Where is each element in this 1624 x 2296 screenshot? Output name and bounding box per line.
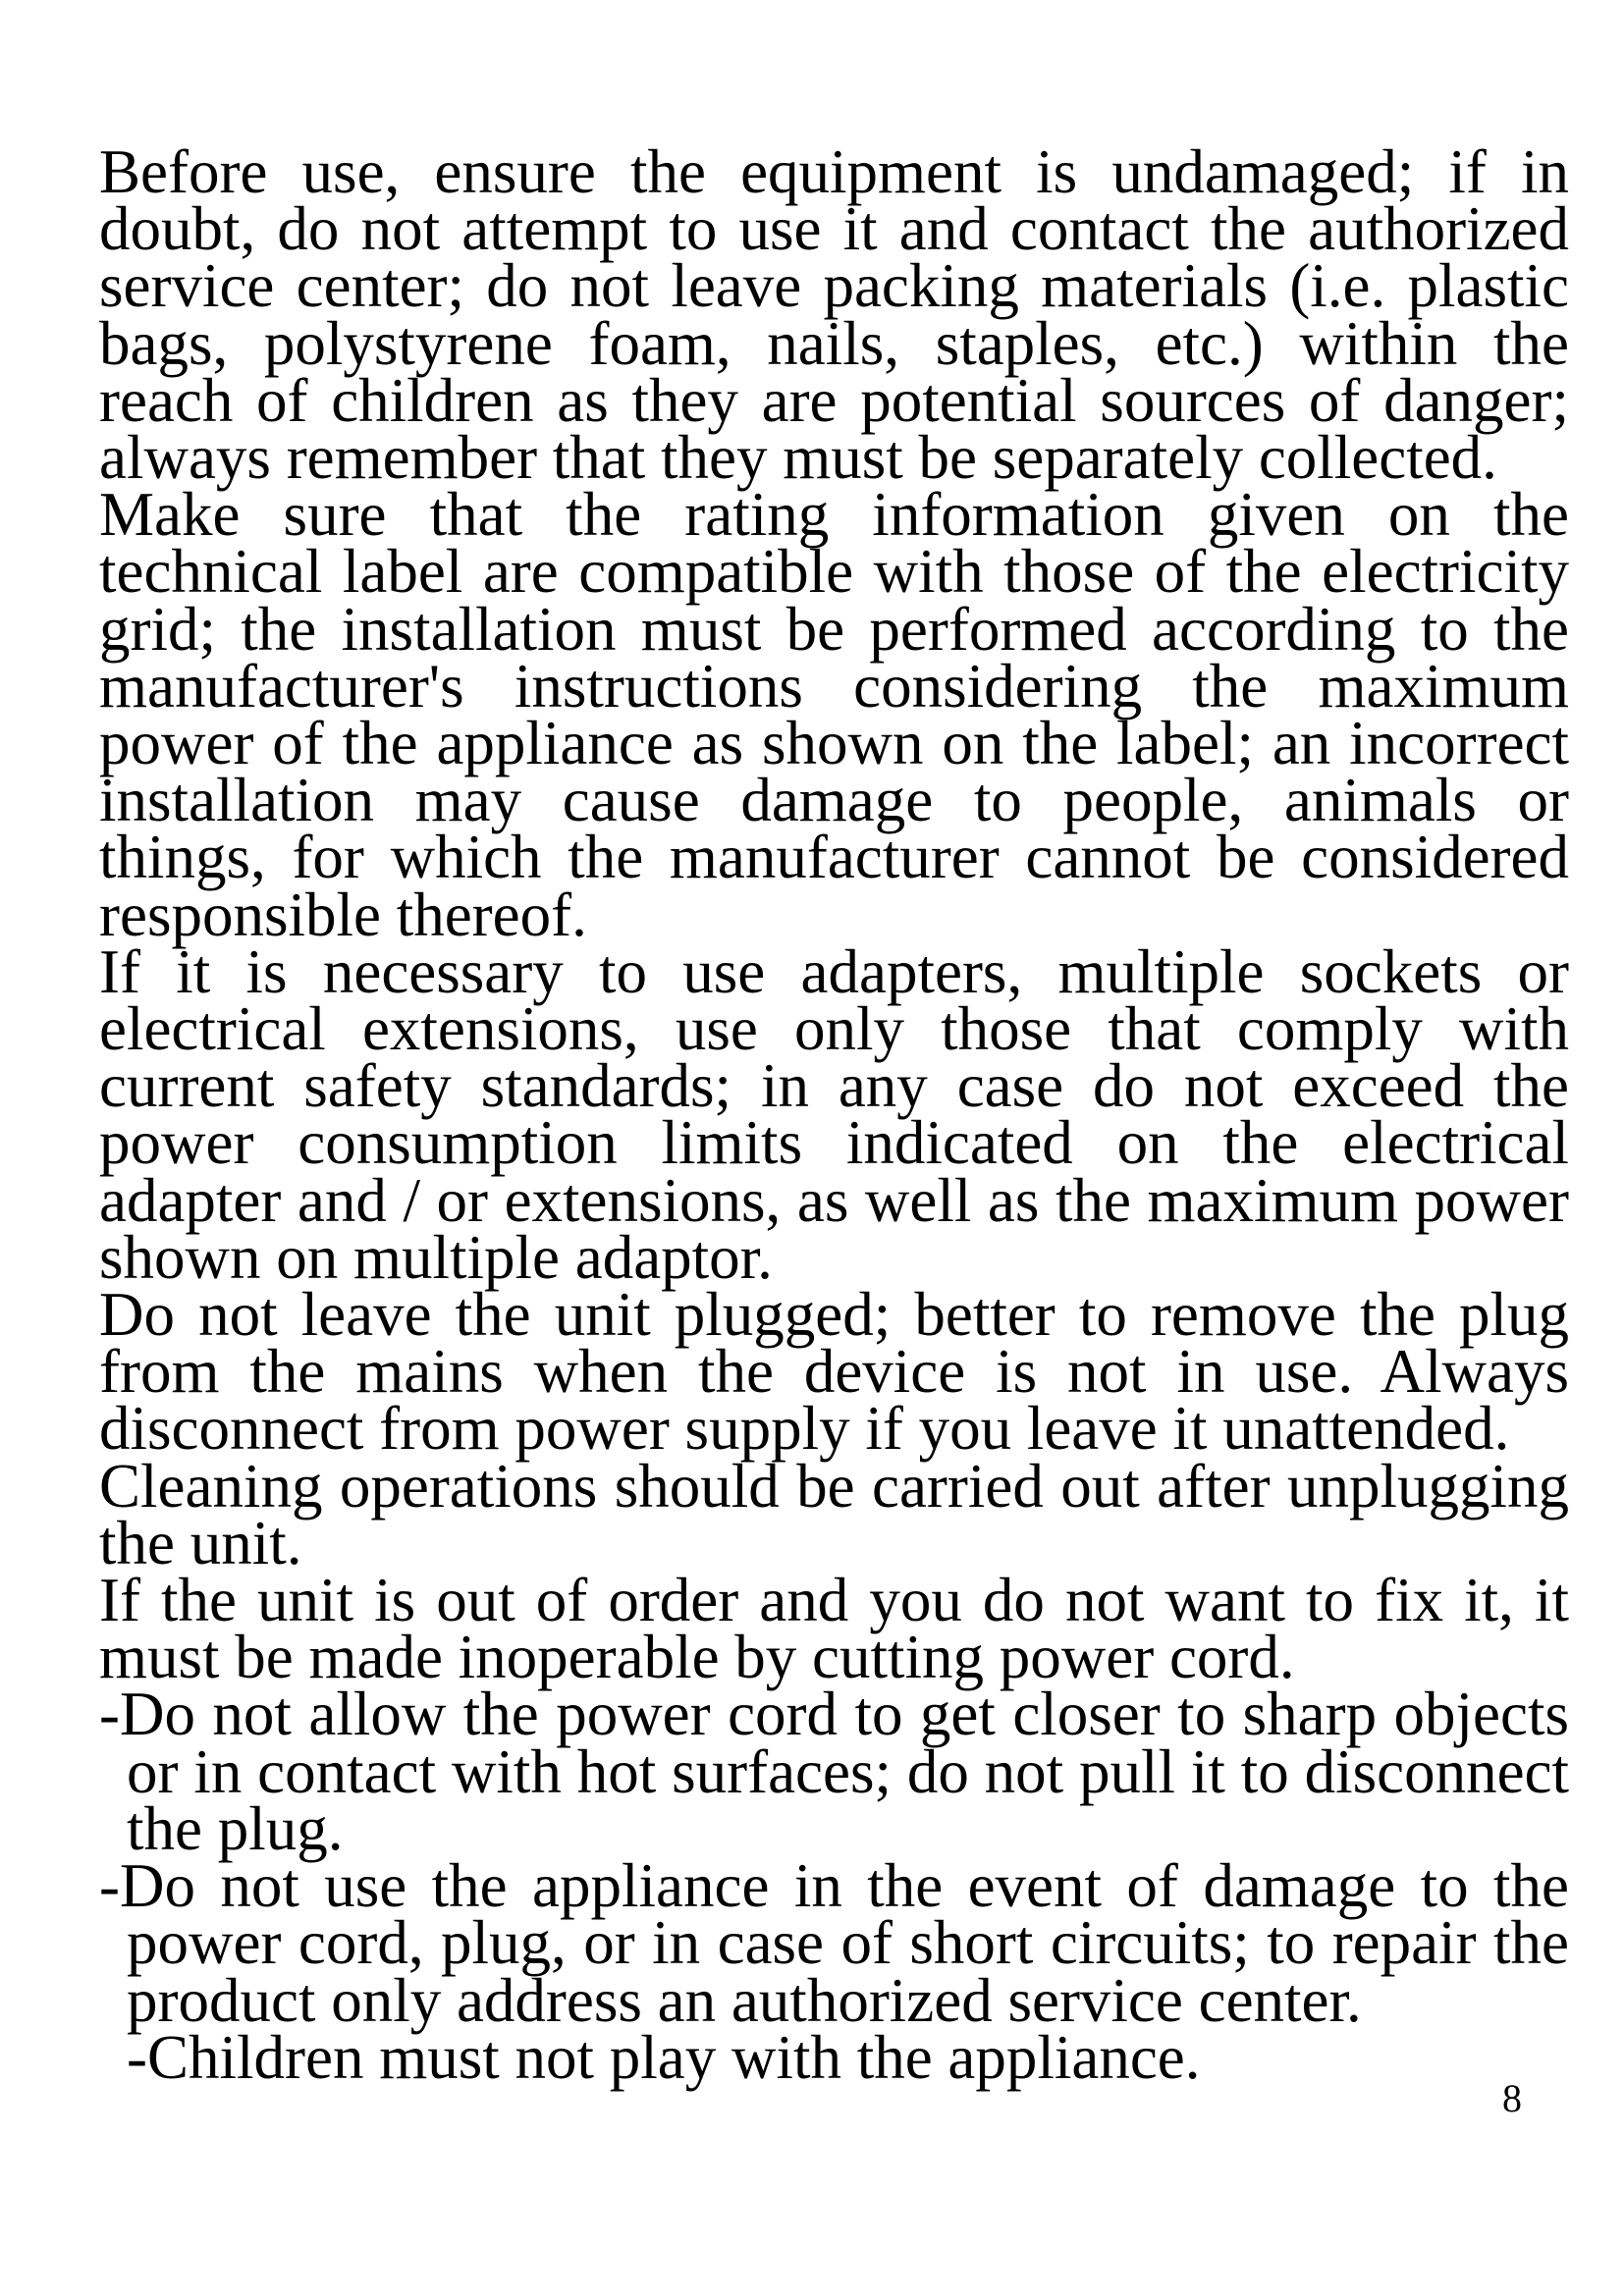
paragraph-out-of-order: If the unit is out of order and you do not want to fix it, it must be made inoperable by cutting power cord.	[99, 1566, 1569, 1692]
paragraph-adapters-extensions: If it is necessary to use adapters, multiple sockets or electrical extensions, use only those that comply with current safety standards; in any case do not exceed the power consumption limits indicated on the electrical adapter and / or extensions, as well as the maximum power shown on multiple adaptor.	[99, 936, 1569, 1292]
paragraph-equipment-check: Before use, ensure the equipment is undamaged; if in doubt, do not attempt to use it and contact the authorized service center; do not leave packing materials (i.e. plastic bags, polystyrene foam, nails, staples, etc.) within the reach of children as they are potential sources of danger; always remember that they must be separately collected.	[99, 137, 1569, 493]
bullet-children: -Children must not play with the appliance.	[127, 2022, 1201, 2092]
page-number: 8	[1502, 2076, 1522, 2120]
bullet-power-cord: -Do not allow the power cord to get closer to sharp objects or in contact with hot surfaces; do not pull it to disconnect the plug.	[99, 1680, 1569, 1863]
paragraph-unplug-unit: Do not leave the unit plugged; better to remove the plug from the mains when the device is not in use. Always disconnect from power supply if you leave it unattended.	[99, 1280, 1569, 1464]
bullet-damaged-appliance: -Do not use the appliance in the event of damage to the power cord, plug, or in case of short circuits; to repair the product only address an authorized service center.	[99, 1851, 1569, 2035]
paragraph-rating-installation: Make sure that the rating information given on the technical label are compatible with those of the electricity grid; the installation must be performed according to the manufacturer's instructions considering the maximum power of the appliance as shown on the label; an incorrect installation may cause damage to people, animals or things, for which the manufacturer cannot be considered responsible thereof.	[99, 480, 1569, 949]
safety-instructions-text	[99, 137, 1569, 2092]
paragraph-cleaning: Cleaning operations should be carried out after unplugging the unit.	[99, 1451, 1569, 1577]
